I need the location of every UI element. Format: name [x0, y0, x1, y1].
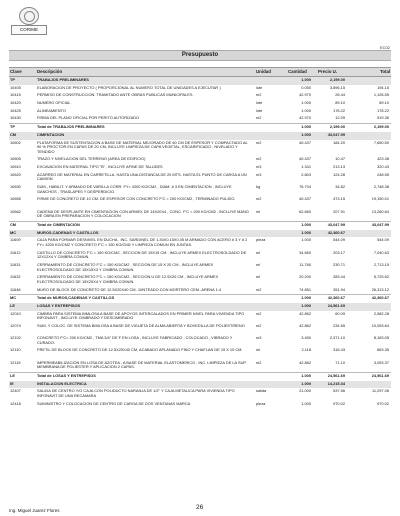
- cell-code: 11632: [10, 274, 21, 280]
- cell-code: 11631: [10, 261, 21, 267]
- cell-code: 10602: [10, 139, 21, 145]
- cell-qty: 40.437: [299, 139, 311, 145]
- cell-qty: 1.341: [301, 164, 311, 170]
- cell-description: MURO DE BLOCK DE CONCRETO DE 12.5X20X40 CM. JUNTEADO CON MORTERO CEM.-ARENA 1:4: [37, 286, 222, 292]
- cell-qty: 1.000: [301, 131, 311, 137]
- cell-total: 194.15: [377, 84, 389, 90]
- cell-description: CADENA DE DESPLANTE EN CIMENTACION CON ARMEX DE 14X20X4 , CONC. F'C = 200 KG/CM2 , INCLUYE MANO DE OBRA EN PREPARACION Y COLOCACION: [37, 208, 249, 219]
- cell-code: LE: [10, 373, 15, 379]
- table-row: [9, 156, 391, 164]
- cell-qty: 11.760: [299, 261, 311, 267]
- cell-price: 42,360.67: [327, 229, 345, 235]
- cell-total: 519.36: [377, 115, 389, 121]
- cell-unit: salida: [256, 388, 267, 394]
- cell-unit: ml: [256, 208, 261, 214]
- cell-description: SUM., HABILIT. Y ARMADO DE VARILLA CORR. FY= 4200 KG/CM2 , DIAM. # 3 EN CIMENTACION , INCLUYE GANCHOS , TRASLAPES Y DESPERDICIO.: [37, 184, 232, 194]
- cell-unit: ml: [256, 274, 261, 280]
- cell-price: 970.02: [333, 400, 345, 406]
- cell-price: 537.56: [333, 388, 345, 394]
- cell-price: 351.94: [333, 286, 345, 292]
- cell-unit: ml: [256, 261, 261, 267]
- cell-unit: kg: [256, 184, 261, 190]
- cell-price: 12.09: [335, 115, 345, 121]
- cell-price: 14,215.34: [327, 380, 345, 386]
- cell-total: 11,297.06: [371, 388, 389, 394]
- table-row: [9, 323, 391, 335]
- cell-price: 544.09: [333, 237, 345, 243]
- cell-total: 10,053.64: [371, 322, 389, 328]
- cell-description: PERMISO DE CONSTRUCCION. TRAMITADO ANTE OBRAS PUBLICAS MUNICIPALES .: [37, 92, 195, 98]
- cell-qty: 40.437: [299, 196, 311, 202]
- cell-description: ELABORACION DE PROYECTO ( PROPORCIONAL AL NUMERO TOTAL DE UNIDADES A EJECUTAR ): [37, 84, 221, 90]
- table-row: [9, 347, 391, 359]
- cell-total: 2,748.38: [373, 184, 389, 190]
- cell-price: 124.28: [333, 171, 345, 177]
- cell-description: Total de CIMENTACION: [37, 221, 80, 227]
- cell-price: 184.20: [333, 139, 345, 145]
- cell-price: 71.10: [335, 359, 345, 365]
- cell-code: CM: [10, 221, 17, 227]
- cell-code: 11648: [10, 286, 21, 292]
- cell-qty: 42.970: [299, 92, 311, 98]
- cell-price: 283.44: [333, 274, 345, 280]
- cell-description: CAJA PARA FORMAR DESNIVEL EN DUCHA , INC. SARDINEL DE 1.30X0.15X0.05 M ARMADO CON ACERO # 3 Y # 2 FY= 4200 KG/CM2 Y CONCRETO F'C = 150 KG/CM2 Y LIMPIEZA COMUN EN JUNTAS.: [37, 237, 248, 247]
- table-row: [9, 262, 391, 274]
- table-row: [9, 115, 391, 123]
- col-price-header: Precio U.: [318, 69, 338, 74]
- cell-unit: m2: [256, 139, 262, 145]
- cell-description: TRABAJOS PRELIMINARES: [37, 77, 89, 82]
- cell-description: INSTALACION ELECTRICA: [37, 380, 87, 386]
- table-row: [9, 164, 391, 172]
- cell-total: 544.09: [377, 237, 389, 243]
- cell-total: 2,199.00: [373, 124, 389, 130]
- table-row: [9, 401, 391, 409]
- cell-price: 2,199.00: [329, 124, 345, 130]
- budget-table: [9, 77, 391, 408]
- cell-qty: 74.851: [299, 286, 311, 292]
- cell-total: 970.02: [377, 400, 389, 406]
- cell-total: 8,183.05: [373, 335, 389, 341]
- cell-total: 7,040.63: [373, 249, 389, 255]
- cell-unit: lote: [256, 84, 263, 90]
- cell-qty: 42.970: [299, 115, 311, 121]
- cell-unit: m3: [256, 171, 262, 177]
- subtotal-row: [9, 221, 391, 230]
- cell-price: 24,561.69: [327, 302, 345, 308]
- cell-description: Total de LOSAS Y ENTREPISOS: [37, 373, 96, 379]
- cell-total: 2,582.28: [373, 310, 389, 316]
- cell-unit: m2: [256, 92, 262, 98]
- cell-price: 213.13: [333, 164, 345, 170]
- cell-qty: 42.862: [299, 359, 311, 365]
- cell-code: CM: [10, 131, 17, 137]
- cell-code: MC: [10, 229, 17, 235]
- cell-description: CIMENTACION: [37, 131, 65, 137]
- cell-description: IMPERMEABILIZACION EN LOSA DE AZOTEA , A BASE DE MATERIAL ELASTOMERICO , INC. LIMPIEZA DE LA SUP. MEMBRANA DE POLIESTER Y APLICACION 2 CAPAS.: [37, 359, 247, 370]
- cell-qty: 1.000: [301, 77, 311, 82]
- cell-qty: 40.437: [299, 156, 311, 162]
- cell-price: 230.71: [333, 261, 345, 267]
- cell-qty: 20.200: [299, 274, 311, 280]
- cell-unit: ml: [256, 347, 261, 353]
- section-row: [9, 230, 391, 238]
- cell-price: 10.47: [335, 156, 345, 162]
- logo-emblem-icon: [19, 7, 39, 25]
- cell-price: 203.17: [333, 249, 345, 255]
- table-row: [9, 196, 391, 208]
- cell-price: 42,360.67: [327, 295, 345, 301]
- cell-code: 10610: [10, 164, 21, 170]
- col-total-header: Total: [380, 69, 391, 74]
- cell-unit: lote: [256, 100, 263, 106]
- cell-code: 10425: [10, 107, 21, 113]
- cell-code: 10655: [10, 196, 21, 202]
- cell-unit: m2: [256, 359, 262, 365]
- cell-code: 10415: [10, 92, 21, 98]
- cell-price: 2,199.00: [329, 77, 345, 82]
- cell-total: 24,561.69: [371, 373, 389, 379]
- section-row: [9, 381, 391, 389]
- table-row: [9, 100, 391, 108]
- cell-description: CERRAMIENTO DE CONCRETO F'C = 150 KG/CM2 , SECCION DE 15 X 20 CM , INCLUYE ARMEX ELECTROSOLDADO DE 15X15X3 Y CIMBRA COMUN.: [37, 261, 214, 272]
- cell-code: TP: [10, 77, 15, 82]
- cell-qty: 34.660: [299, 249, 311, 255]
- cell-total: 2,713.15: [373, 261, 389, 267]
- cell-unit: m2: [256, 196, 262, 202]
- cell-description: SUMINISTRO Y COLOCACION DE CENTRO DE CARGA DE DOS VENTANAS MARCA: [37, 400, 191, 406]
- page-number: 26: [196, 504, 204, 511]
- cell-description: SALIDA DE CENTRO Y/O CAJA CON POLIDUCTO NARANJA DE 1/2" Y CAJA METALICA PARA VIVIENDA TIPO INFONAVIT DE UNA RECAMARA: [37, 388, 235, 399]
- cell-qty: 42.862: [299, 310, 311, 316]
- cell-total: 5,725.62: [373, 274, 389, 280]
- cell-code: 10430: [10, 115, 21, 121]
- table-header: [9, 67, 391, 77]
- cell-qty: 1.000: [301, 229, 311, 235]
- cell-description: SUM. Y COLOC. DE SISTEMA BIMLOSA A BASE DE VIGUETA DE ALMA ABIERTA Y BOVEDILLA DE POLIESTIRENO: [37, 322, 245, 328]
- cell-unit: m2: [256, 115, 262, 121]
- cell-unit: m2: [256, 156, 262, 162]
- cell-description: CONCRETO F'C= 200 KG/CM2 , TMA 3/4" DE F EN LOSA , INCLUYE FABRICADO , COLOCADO , VIBRADO Y CURADO.: [37, 335, 233, 345]
- cell-code: 10405: [10, 84, 21, 90]
- cell-qty: 1.000: [301, 380, 311, 386]
- table-row: [9, 140, 391, 157]
- company-logo: [9, 7, 47, 35]
- cell-total: 13,260.64: [371, 208, 389, 214]
- cell-description: LOSAS Y ENTREPISOS: [37, 302, 81, 308]
- cell-code: 10630: [10, 184, 21, 190]
- cell-code: LE: [10, 302, 15, 308]
- cell-total: 423.38: [377, 156, 389, 162]
- cell-price: 24,561.69: [327, 373, 345, 379]
- cell-total: 89.10: [379, 100, 389, 106]
- cell-description: Total de TRABAJOS PRELIMINARES: [37, 124, 105, 130]
- table-row: [9, 237, 391, 249]
- cell-description: Total de MUROS,CADENAS Y CASTILLOS: [37, 295, 115, 301]
- table-row: [9, 92, 391, 100]
- table-row: [9, 85, 391, 93]
- table-row: [9, 274, 391, 286]
- cell-price: 60.09: [335, 310, 345, 316]
- table-row: [9, 388, 391, 400]
- cell-qty: 2.118: [301, 347, 311, 353]
- cell-qty: 62.660: [299, 208, 311, 214]
- table-row: [9, 360, 391, 372]
- cell-qty: 1.000: [301, 400, 311, 406]
- cell-unit: m2: [256, 310, 262, 316]
- cell-code: IE: [10, 380, 14, 386]
- cell-price: 26.44: [335, 92, 345, 98]
- section-row: [9, 303, 391, 311]
- cell-qty: 1.000: [301, 373, 311, 379]
- subtotal-row: [9, 294, 391, 303]
- cell-unit: lote: [256, 107, 263, 113]
- table-row: [9, 172, 391, 184]
- cell-unit: pieza: [256, 237, 266, 243]
- cell-unit: pieza: [256, 400, 266, 406]
- cell-description: NUMERO OFICIAL: [37, 100, 71, 106]
- cell-total: 1,126.55: [373, 92, 389, 98]
- table-row: [9, 209, 391, 221]
- subtotal-row: [9, 123, 391, 132]
- cell-price: 234.65: [333, 322, 345, 328]
- table-row: [9, 287, 391, 295]
- cell-qty: 76.704: [299, 184, 311, 190]
- cell-description: FIRMA DEL PLANO OFICIAL POR PERITO AUTORIZADO: [37, 115, 140, 121]
- cell-total: 3,053.37: [373, 359, 389, 365]
- cell-qty: 1.000: [301, 221, 311, 227]
- cell-qty: 1.000: [301, 100, 311, 106]
- cell-description: EXCAVACION EN MATERIAL TIPO "B" , INCLUYE AFINE DE TALUDES: [37, 164, 163, 170]
- cell-code: 10620: [10, 171, 21, 177]
- cell-qty: 0.050: [301, 84, 311, 90]
- cell-qty: 21.000: [299, 388, 311, 394]
- cell-qty: 1.000: [301, 302, 311, 308]
- col-unit-header: Unidad: [256, 69, 271, 74]
- cell-code: 12074: [10, 322, 21, 328]
- cell-price: 316.43: [333, 347, 345, 353]
- cell-total: 248.55: [377, 171, 389, 177]
- cell-price: 3,896.15: [329, 84, 345, 90]
- cell-description: CERRAMIENTO DE CONCRETO F'C = 150 KG/CM2 , SECCION U DE 12.5X20 CM , INCLUYE ARMEX ELECTROSOLDADO DE 15X20X4 Y CIMBRA COMUN.: [37, 274, 219, 284]
- cell-qty: 1.000: [301, 237, 311, 243]
- cell-description: ACARREO DE MATERIAL EN CARRETILLA, HASTA UNA DISTANCIA DE 20 MTS. HASTA EL PUNTO DE CARGA A UN CAMION: [37, 171, 247, 182]
- cell-qty: 42.862: [299, 322, 311, 328]
- cell-unit: m2: [256, 286, 262, 292]
- cell-code: 11612: [10, 249, 21, 255]
- cell-total: 42,360.67: [371, 295, 389, 301]
- cell-code: TP: [10, 124, 15, 130]
- cell-qty: 3.450: [301, 335, 311, 341]
- table-row: [9, 311, 391, 323]
- cell-total: 7,650.50: [373, 139, 389, 145]
- cell-unit: m3: [256, 164, 262, 170]
- cell-description: PRETIL DE BLOCK DE CONCRETO DE 12.5X20X40 CM, ACABADO APLANADO FINO Y CHAFLAN DE 15 X 10 CM.: [37, 347, 243, 353]
- cell-code: 12115: [10, 359, 21, 365]
- cell-price: 89.10: [335, 100, 345, 106]
- col-qty-header: Cantidad: [288, 69, 307, 74]
- cell-qty: 1.000: [301, 107, 311, 113]
- document-code: EC02: [379, 45, 390, 50]
- cell-description: MUROS,CADENAS Y CASTILLOS: [37, 229, 99, 235]
- cell-code: 10420: [10, 100, 21, 106]
- cell-price: 43,047.99: [327, 221, 345, 227]
- cell-qty: 1.000: [301, 295, 311, 301]
- cell-unit: ml: [256, 249, 261, 255]
- table-row: [9, 184, 391, 196]
- cell-price: 2,371.10: [329, 335, 345, 341]
- cell-qty: 2.803: [301, 171, 311, 177]
- cell-price: 43,047.99: [327, 131, 345, 137]
- cell-total: 19,150.01: [371, 196, 389, 202]
- cell-description: CIMBRA PARA SISTEMA BIMLOSA A BASE DE APOYOS INTERCALADOS EN PRIMER NIVEL PARA VIVIENDA TIPO INFONAVIT , INCLUYE CIMBRADO Y DESCIMBRADO: [37, 310, 245, 321]
- cell-code: 12418: [10, 400, 21, 406]
- section-row: [9, 132, 391, 140]
- col-description-header: Descripción: [37, 69, 63, 74]
- cell-price: 473.15: [333, 196, 345, 202]
- cell-description: TRAZO Y NIVELACION DEL TERRENO (AREA DE EDIFICIO): [37, 156, 146, 162]
- cell-price: 207.91: [333, 208, 345, 214]
- cell-unit: m3: [256, 335, 262, 341]
- table-row: [9, 108, 391, 116]
- cell-code: 12110: [10, 347, 21, 353]
- cell-price: 34.82: [335, 184, 345, 190]
- cell-description: FIRME DE CONCRETO DE 10 CM. DE ESPESOR CON CONCRETO F'C = 200 KG/CM2 , TERMINADO PULIDO.: [37, 196, 236, 202]
- col-code-header: Clave: [10, 69, 22, 74]
- logo-text: CORIME: [11, 25, 47, 35]
- cell-description: ALINEAMIENTO: [37, 107, 66, 113]
- table-row: [9, 335, 391, 347]
- cell-description: CASTILLO DE CONCRETO F'C = 150 KG/CM2 , SECCION DE 15X15 CM , INCLUYE ARMEX ELECTROSOLDADO DE 12X12X4 Y CIMBRA COMUN.: [37, 249, 247, 260]
- table-row: [9, 250, 391, 262]
- page-title: Presupuesto: [9, 50, 391, 61]
- cell-description: PLATAFORMA DE SUSTENTACION A BASE DE MATERIAL MEJORADO DE 60 CM DE ESPESOR Y COMPACTADO AL 90 % PROCTOR EN CAPAS DE 20 CM, INCLUYE LIMPIEZA DE CAPA VEGETAL, ESCARIFICADO , NIVELADO Y TENDIDO: [37, 139, 248, 154]
- engineer-name: Ing. Miguel Juarez Flores: [9, 508, 60, 513]
- cell-code: 12407: [10, 388, 21, 394]
- cell-qty: 1.000: [301, 124, 311, 130]
- cell-code: 10662: [10, 208, 21, 214]
- cell-code: 10605: [10, 156, 21, 162]
- subtotal-row: [9, 372, 391, 381]
- cell-total: 26,313.12: [371, 286, 389, 292]
- cell-price: 178.22: [333, 107, 345, 113]
- cell-total: 320.43: [377, 164, 389, 170]
- section-row: [9, 77, 391, 85]
- cell-code: 12102: [10, 335, 21, 341]
- cell-code: 11609: [10, 237, 21, 243]
- cell-unit: m2: [256, 322, 262, 328]
- cell-total: 43,047.99: [371, 221, 389, 227]
- cell-total: 663.35: [377, 347, 389, 353]
- cell-code: MC: [10, 295, 17, 301]
- cell-total: 178.22: [377, 107, 389, 113]
- cell-code: 12010: [10, 310, 21, 316]
